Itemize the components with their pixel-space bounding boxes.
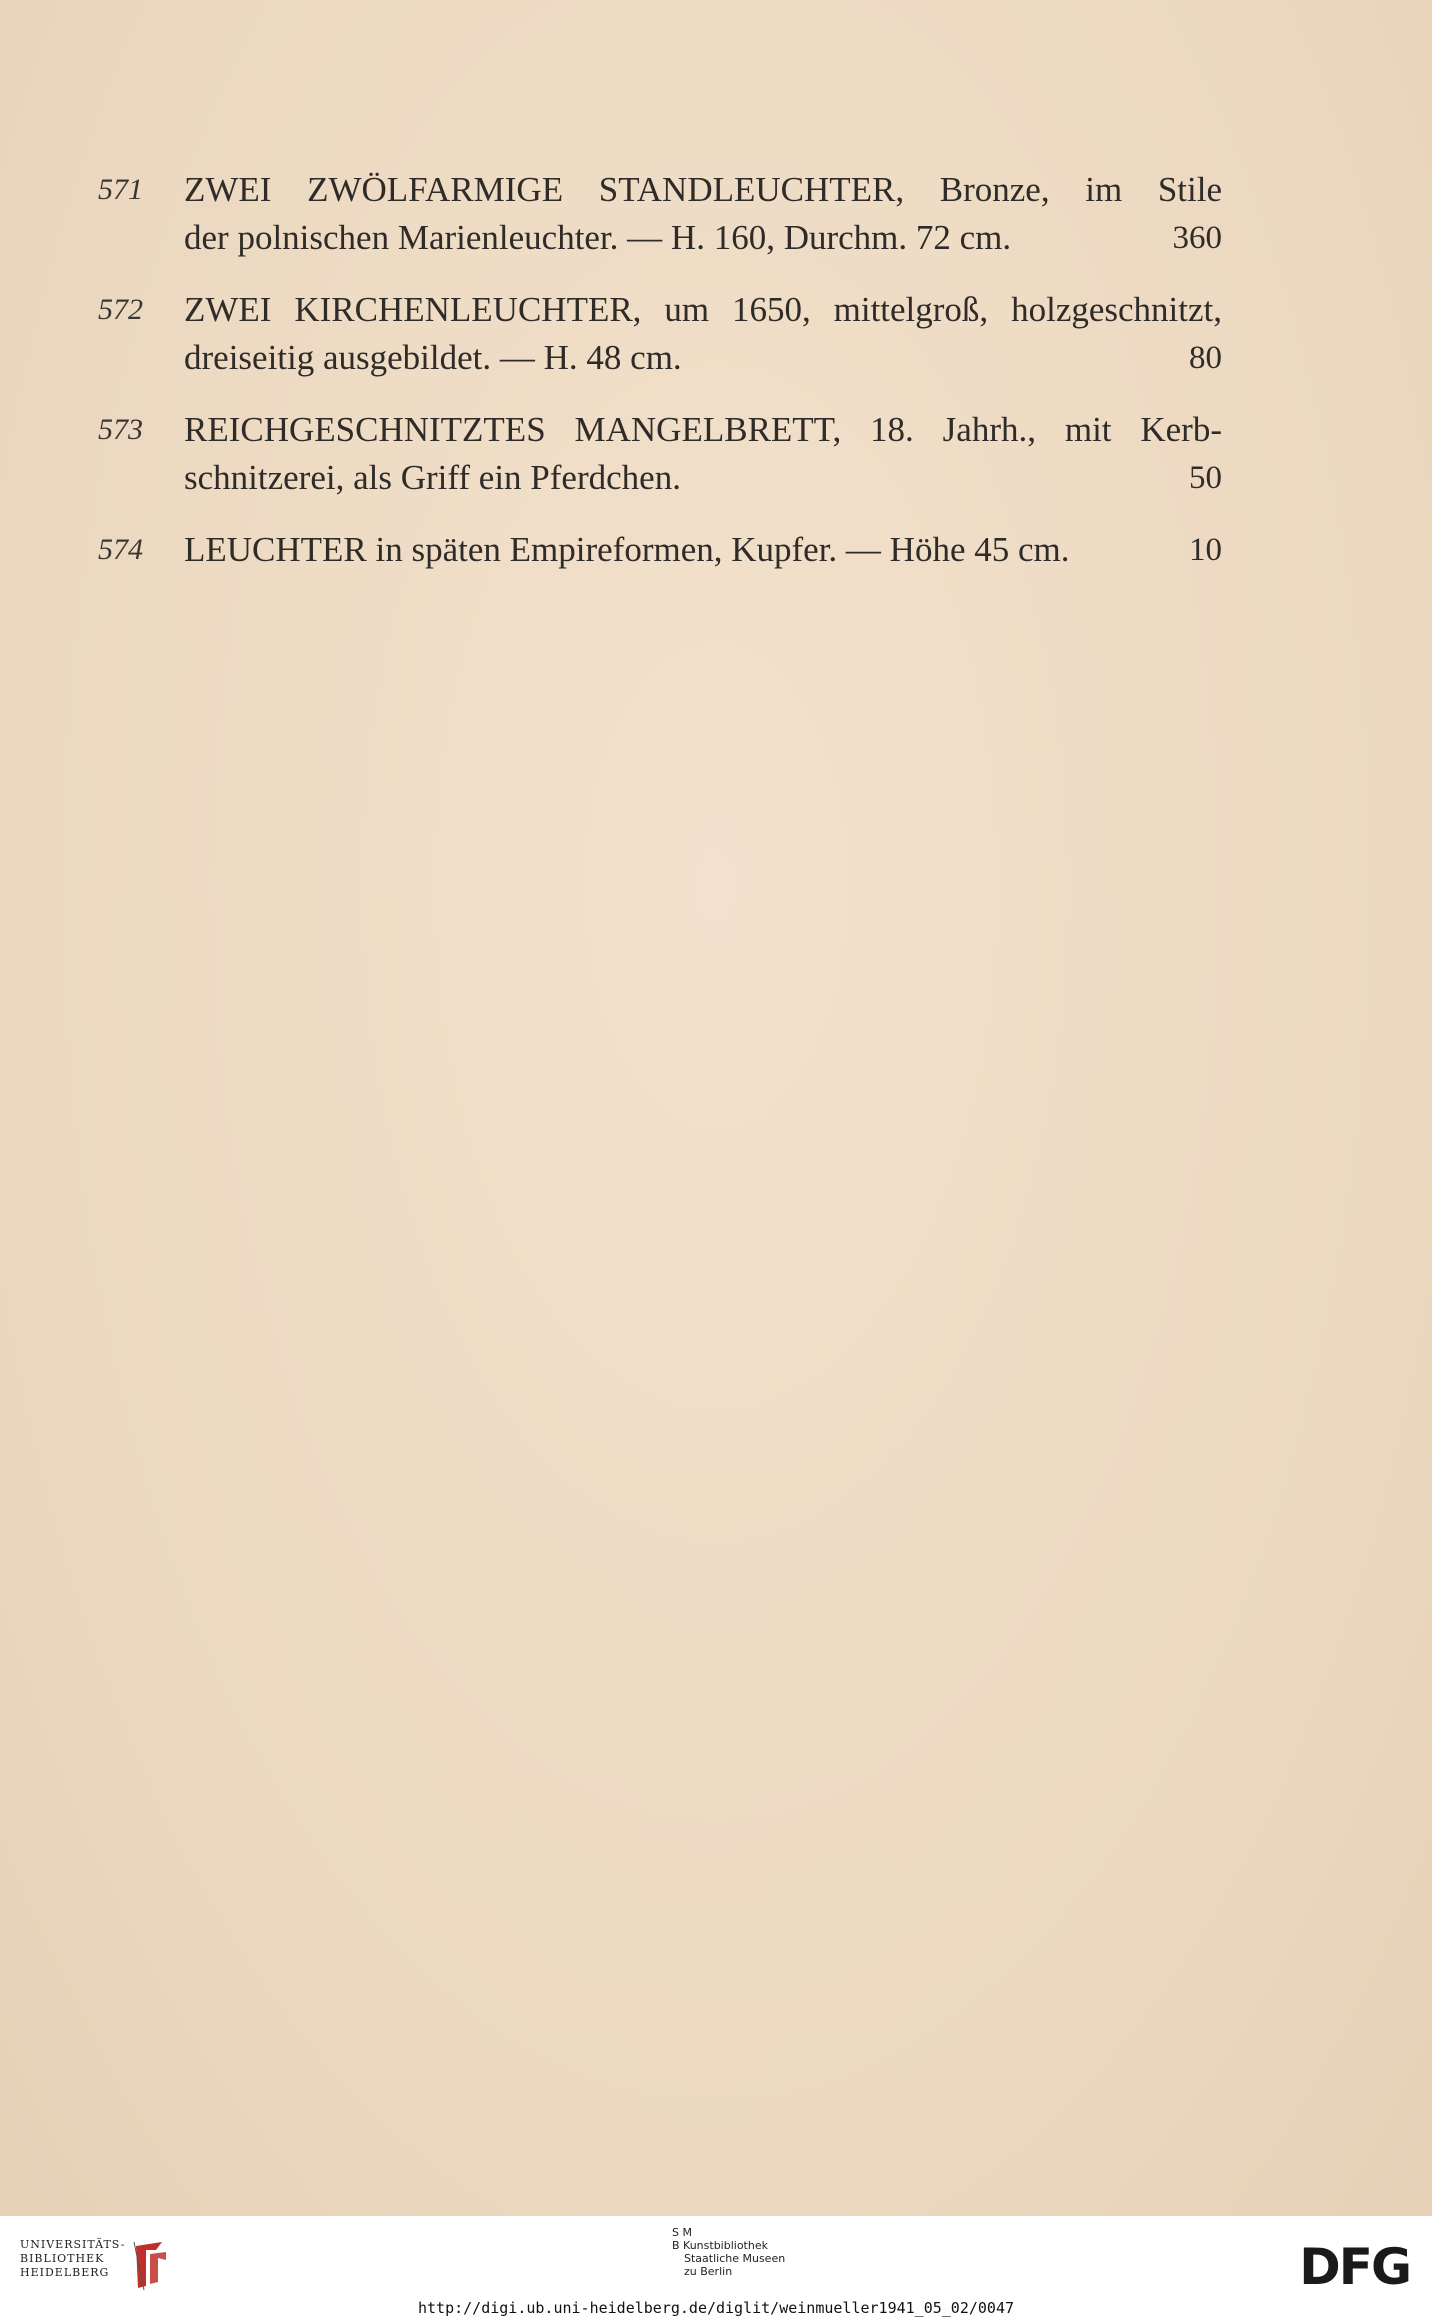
- lot-number: 572: [98, 293, 143, 326]
- dfg-logo[interactable]: DFG: [1299, 2238, 1410, 2296]
- lot-title-line: ZWEI ZWÖLFARMIGE STANDLEUCHTER, Bronze, im Stile: [184, 170, 1222, 209]
- footer-bar: [0, 2216, 1432, 2319]
- lot-title-line: LEUCHTER in späten Empireformen, Kupfer. — Höhe 45 cm.: [184, 530, 1070, 569]
- university-library-logo[interactable]: [20, 2238, 180, 2298]
- lot-price: 50: [1189, 460, 1222, 496]
- lot-number: 573: [98, 413, 143, 446]
- lot-description-line: schnitzerei, als Griff ein Pferdchen.: [184, 458, 681, 497]
- smb-logo[interactable]: S M B Kunstbibliothek Staatliche Museen zu Berlin: [672, 2226, 786, 2278]
- library-seal-icon: [132, 2238, 172, 2292]
- lot-title-line: ZWEI KIRCHENLEUCHTER, um 1650, mittelgroß, holzgeschnitzt,: [184, 290, 1222, 329]
- lot-price: 10: [1189, 532, 1222, 568]
- lot-price: 80: [1189, 340, 1222, 376]
- lot-price: 360: [1172, 220, 1222, 256]
- source-url-link[interactable]: http://digi.ub.uni-heidelberg.de/diglit/weinmueller1941_05_02/0047: [417, 2299, 1015, 2317]
- lot-description-line: der polnischen Marienleuchter. — H. 160, Durchm. 72 cm.: [184, 218, 1012, 257]
- library-name: UNIVERSITÄTS- BIBLIOTHEK HEIDELBERG: [20, 2238, 126, 2279]
- lot-title-line: REICHGESCHNITZTES MANGELBRETT, 18. Jahrh., mit Kerb-: [184, 410, 1222, 449]
- lot-number: 574: [98, 533, 143, 566]
- lot-description-line: dreiseitig ausgebildet. — H. 48 cm.: [184, 338, 682, 377]
- lot-number: 571: [98, 173, 143, 206]
